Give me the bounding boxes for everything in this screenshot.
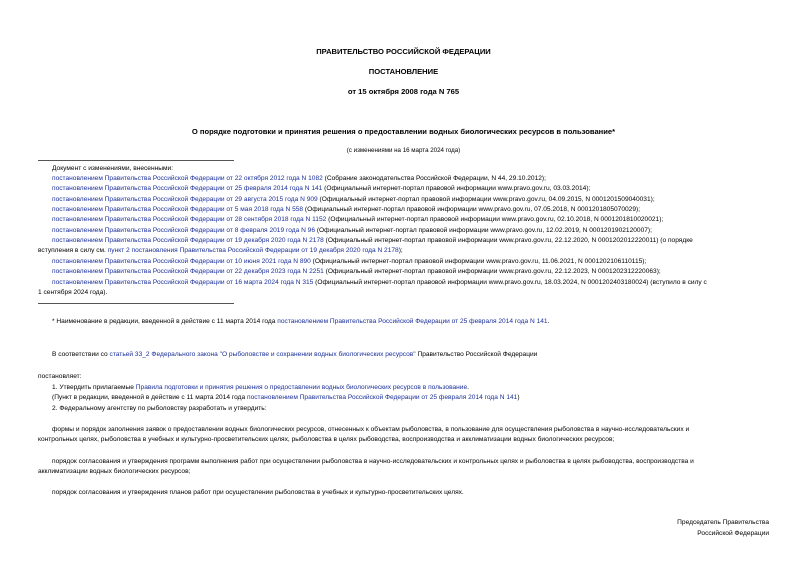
item-2: 2. Федеральному агентству по рыболовству разработать и утвердить: — [52, 405, 267, 412]
government-name: ПРАВИТЕЛЬСТВО РОССИЙСКОЙ ФЕДЕРАЦИИ — [316, 47, 491, 56]
change-item: постановлением Правительства Российской Федерации от 22 октября 2012 года N 1082 (Собрание законодательства Российской Федерации, N 44, 29.10.2012); — [52, 175, 546, 182]
change-link[interactable]: постановлением Правительства Российской Федерации от 28 сентября 2018 года N 1152 — [52, 216, 327, 223]
change-item: постановлением Правительства Российской Федерации от 5 мая 2018 года N 558 (Официальный интернет-портал правовой информации www.pravo.gov.ru, 07.05.2018, N 0001201805070029); — [52, 206, 641, 213]
amendment-link[interactable]: постановлением Правительства Российской Федерации от 25 февраля 2014 года N 141 — [247, 394, 518, 401]
change-link[interactable]: постановлением Правительства Российской Федерации от 29 августа 2015 года N 909 — [52, 196, 318, 203]
change-item: постановлением Правительства Российской Федерации от 10 июня 2021 года N 890 (Официальный интернет-портал правовой информации www.pravo.gov.ru, 11.06.2021, N 0001202106110115); — [52, 258, 647, 265]
change-link[interactable]: постановлением Правительства Российской Федерации от 22 декабря 2023 года N 2251 — [52, 268, 324, 275]
change-item: постановлением Правительства Российской Федерации от 19 декабря 2020 года N 2178 (Официальный интернет-портал правовой информации www.pravo.gov.ru, 22.12.2020, N 0001202012220011) (о порядке — [52, 237, 693, 244]
decree-word: постановляет: — [38, 373, 82, 380]
change-item: постановлением Правительства Российской Федерации от 22 декабря 2023 года N 2251 (Официальный интернет-портал правовой информации www.pravo.gov.ru, 22.12.2023, N 0001202312220063); — [52, 268, 661, 275]
change-item-continuation: вступления в силу см. пункт 2 постановления Правительства Российской Федерации от 19 декабря 2020 года N 2178); — [38, 247, 403, 254]
preamble: В соответствии со статьей 33_2 Федерального закона "О рыболовстве и сохранении водных биологических ресурсов" Правительство Российской Федерации — [52, 351, 538, 358]
change-item: постановлением Правительства Российской Федерации от 29 августа 2015 года N 909 (Официальный интернет-портал правовой информации www.pravo.gov.ru, 04.09.2015, N 0001201509040031); — [52, 196, 655, 203]
change-link[interactable]: постановлением Правительства Российской Федерации от 5 мая 2018 года N 558 — [52, 206, 304, 213]
change-link[interactable]: постановлением Правительства Российской Федерации от 16 марта 2024 года N 315 — [52, 279, 314, 286]
changes-note: (с изменениями на 16 марта 2024 года) — [346, 147, 461, 154]
change-item: постановлением Правительства Российской Федерации от 8 февраля 2019 года N 96 (Официальный интернет-портал правовой информации www.pravo.gov.ru, 12.02.2019, N 0001201902120007); — [52, 227, 652, 234]
paragraph-forms-cont: контрольных целях, рыболовства в учебных и культурно-просветительских целях, рыболовства в целях рыбоводства, воспроизводства и акклиматизации водных биологических ресурсов; — [38, 436, 615, 443]
rules-link[interactable]: Правила подготовки и принятия решения о предоставлении водных биологических ресурсов в пользование — [135, 384, 468, 391]
item-1-note: (Пункт в редакции, введенной в действие с 11 марта 2014 года постановлением Правительства Российской Федерации от 25 февраля 2014 года N 141) — [52, 394, 520, 401]
signature-line-1: Председатель Правительства — [677, 519, 769, 526]
law-link[interactable]: статьей 33_2 Федерального закона "О рыболовстве и сохранении водных биологических ресурсов" — [109, 351, 416, 358]
signature-line-2: Российской Федерации — [697, 530, 769, 537]
divider-top — [38, 160, 234, 161]
divider-bottom — [38, 303, 234, 304]
change-item: постановлением Правительства Российской Федерации от 25 февраля 2014 года N 141 (Официальный интернет-портал правовой информации www.pravo.gov.ru, 03.03.2014); — [52, 185, 591, 192]
footnote: * Наименование в редакции, введенной в действие с 11 марта 2014 года постановлением Правительства Российской Федерации от 25 февраля 2014 года N 141. — [52, 318, 550, 325]
change-item: постановлением Правительства Российской Федерации от 16 марта 2024 года N 315 (Официальный интернет-портал правовой информации www.pravo.gov.ru, 18.03.2024, N 0001202403180024) (вступило в силу с — [52, 279, 707, 286]
change-link[interactable]: постановлением Правительства Российской Федерации от 19 декабря 2020 года N 2178 — [52, 237, 324, 244]
change-link[interactable]: постановлением Правительства Российской Федерации от 8 февраля 2019 года N 96 — [52, 227, 316, 234]
change-item-continuation: 1 сентября 2024 года). — [38, 289, 108, 296]
paragraph-plans: порядок согласования и утверждения планов работ при осуществлении рыболовства в учебных и культурно-просветительских целях. — [52, 489, 464, 496]
item-1: 1. Утвердить прилагаемые Правила подготовки и принятия решения о предоставлении водных биологических ресурсов в пользование. — [52, 384, 470, 391]
doc-date-number: от 15 октября 2008 года N 765 — [347, 87, 460, 96]
changes-intro: Документ с изменениями, внесенными: — [52, 165, 174, 172]
change-link[interactable]: постановлением Правительства Российской Федерации от 25 февраля 2014 года N 141 — [52, 185, 323, 192]
paragraph-programs-cont: акклиматизации водных биологических ресурсов; — [38, 468, 191, 475]
change-item: постановлением Правительства Российской Федерации от 28 сентября 2018 года N 1152 (Официальный интернет-портал правовой информации www.pravo.gov.ru, 02.10.2018, N 0001201810020021); — [52, 216, 664, 223]
footnote-link[interactable]: постановлением Правительства Российской Федерации от 25 февраля 2014 года N 141 — [277, 318, 548, 325]
doc-title: О порядке подготовки и принятия решения о предоставлении водных биологических ресурсов в пользование* — [191, 127, 616, 136]
change-link[interactable]: пункт 2 постановления Правительства Российской Федерации от 19 декабря 2020 года N 2178 — [107, 247, 399, 254]
paragraph-forms: формы и порядок заполнения заявок о предоставлении водных биологических ресурсов, отнесенных к объектам рыболовства, в пользование для осуществления рыболовства в научно-исследовательских и — [52, 426, 690, 433]
change-link[interactable]: постановлением Правительства Российской Федерации от 10 июня 2021 года N 890 — [52, 258, 311, 265]
doc-type: ПОСТАНОВЛЕНИЕ — [368, 67, 439, 76]
change-link[interactable]: постановлением Правительства Российской Федерации от 22 октября 2012 года N 1082 — [52, 175, 323, 182]
paragraph-programs: порядок согласования и утверждения программ выполнения работ при осуществлении рыболовства в научно-исследовательских и контрольных целях и рыболовства в целях рыбоводства, воспроизводства и — [52, 458, 694, 465]
